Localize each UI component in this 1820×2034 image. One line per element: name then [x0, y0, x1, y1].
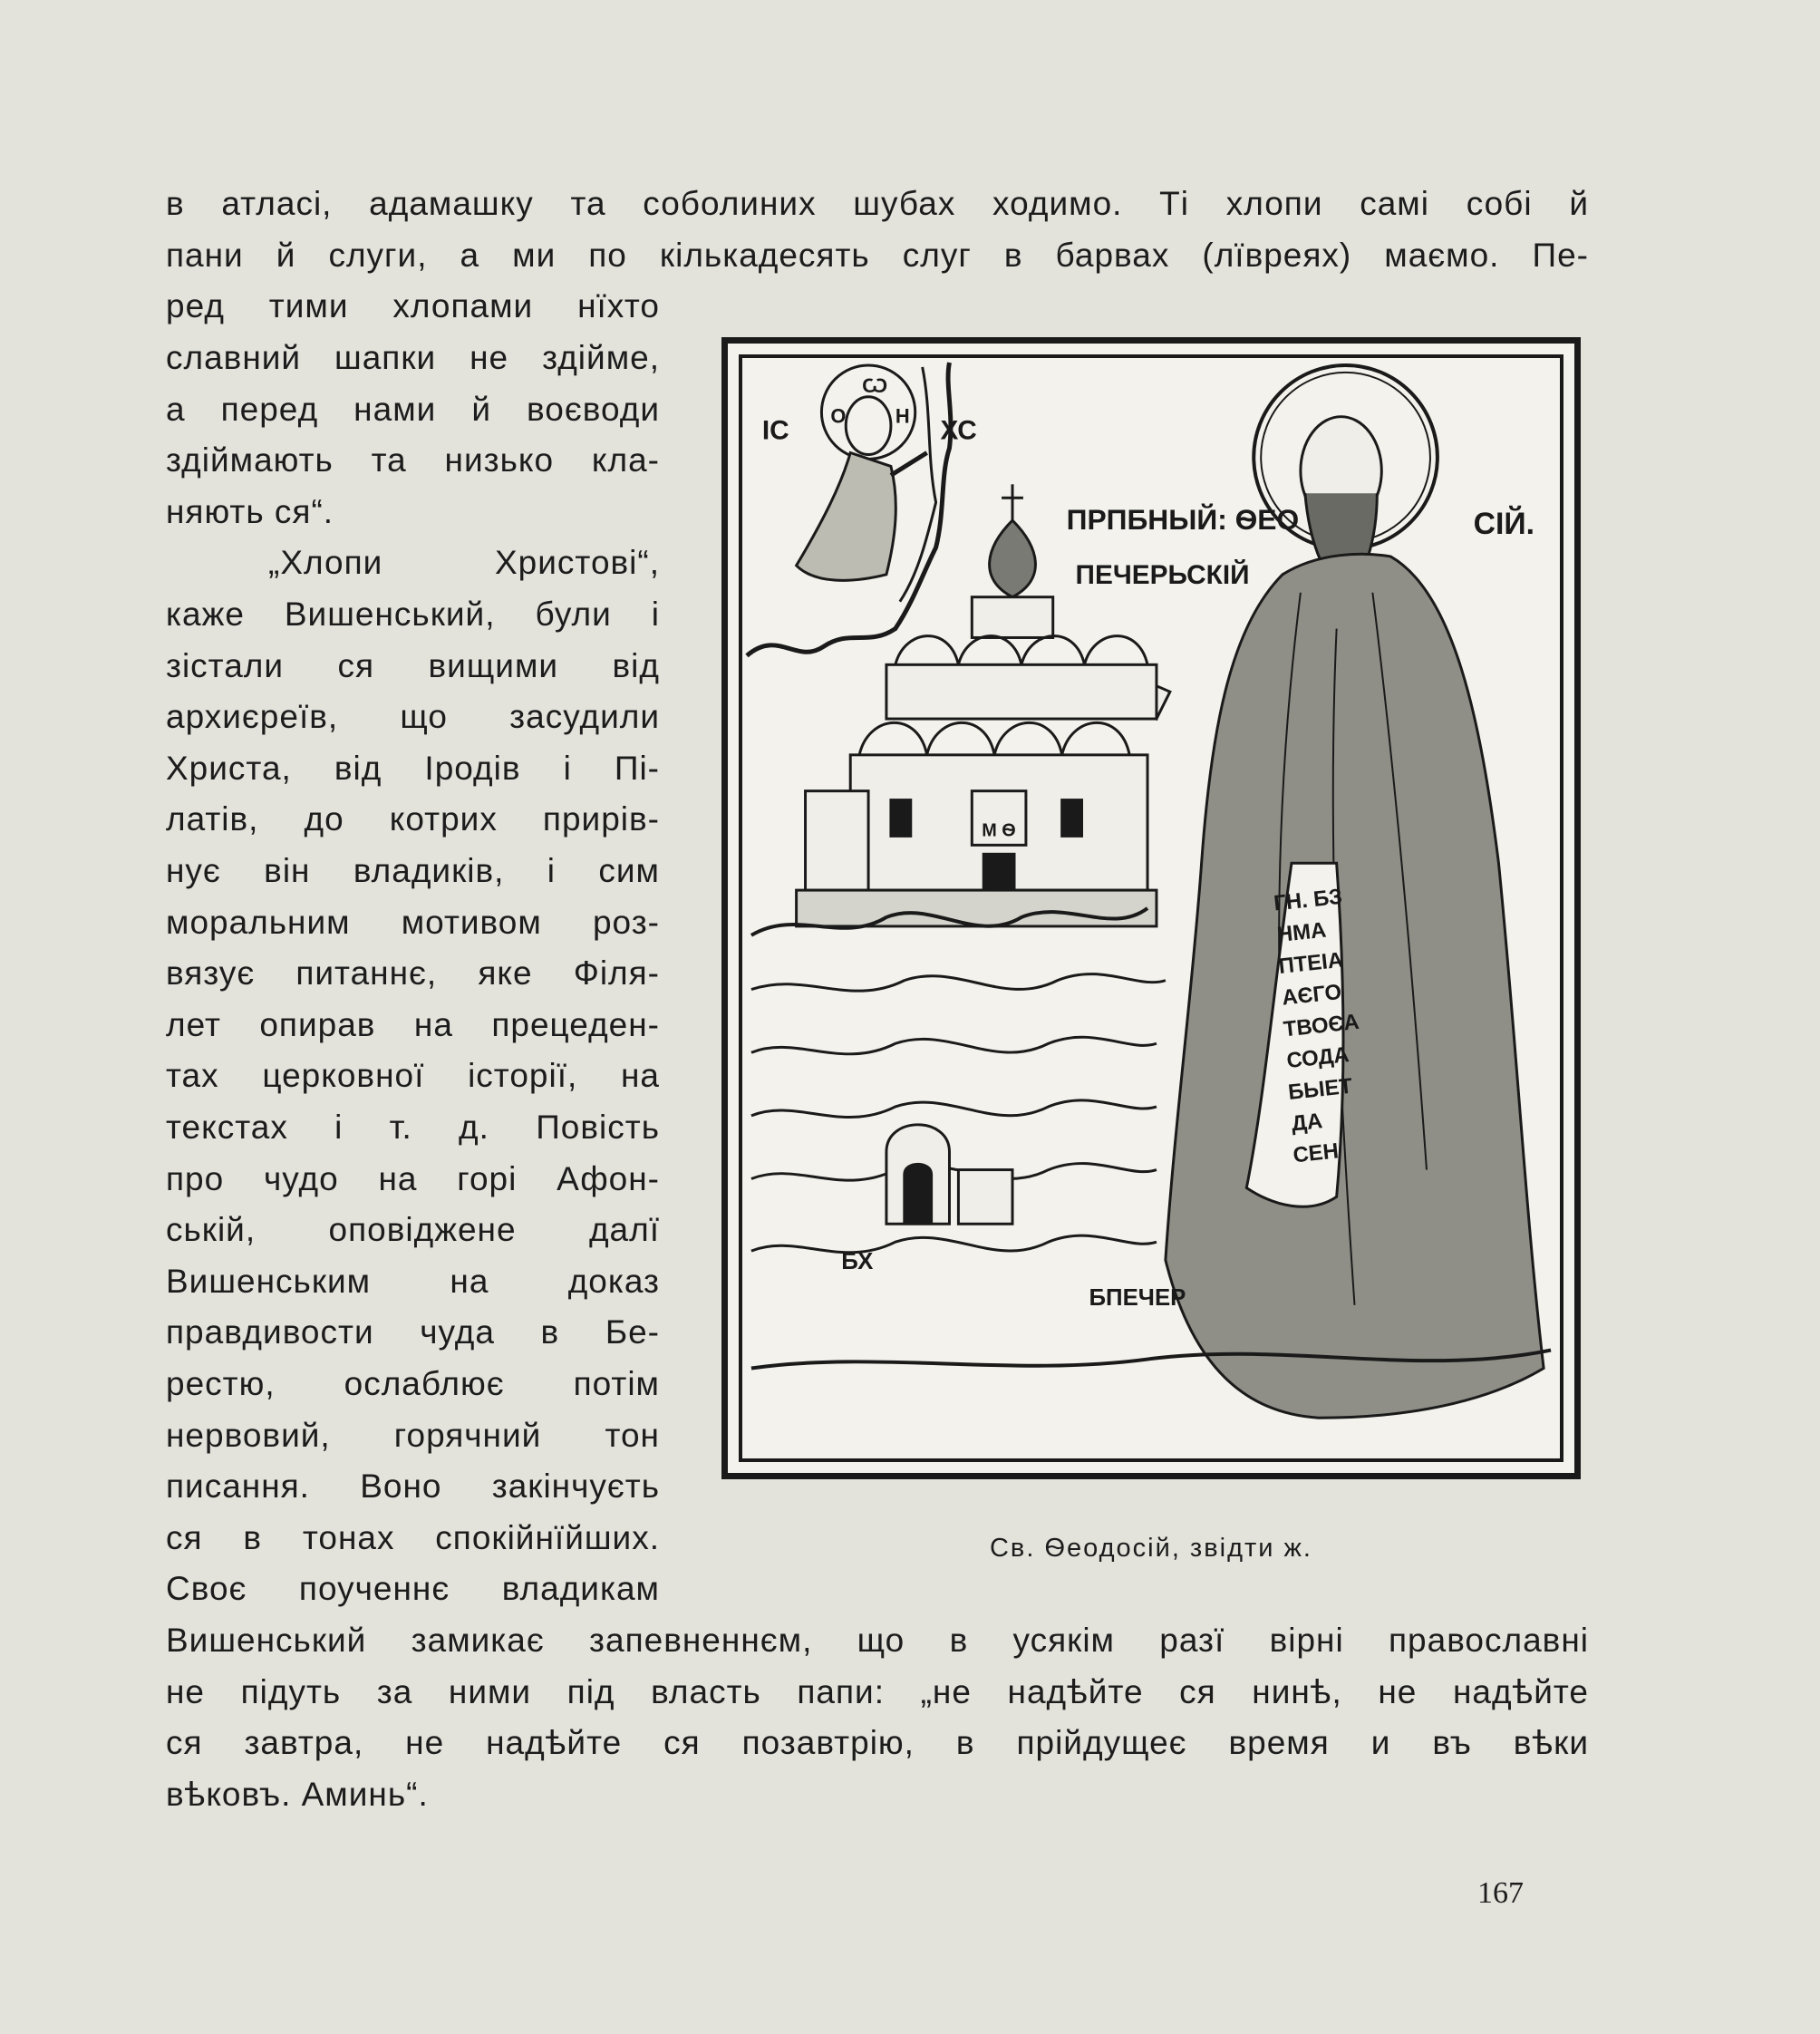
text-line: писання. Воно закінчуєть	[166, 1467, 660, 1505]
figure-halo-letter: Ѡ	[862, 373, 888, 397]
text-line: Вишенським на доказ	[166, 1263, 660, 1300]
text-line: рестю, ослаблює потім	[166, 1365, 660, 1402]
scroll-text: СЕН	[1292, 1138, 1341, 1168]
text-line: ред тими хлопами нїхто	[166, 287, 660, 324]
scroll-text: ГН. БЗ	[1273, 884, 1344, 916]
scroll-text: НМА	[1275, 917, 1328, 948]
figure-cave-label: БХ	[841, 1249, 874, 1275]
text-line: Своє поученнє владикам	[166, 1570, 660, 1607]
scroll-text: ТВОЄА	[1282, 1009, 1360, 1042]
text-line: лет опирав на прецеден-	[166, 1006, 660, 1043]
text-line: архиєреїв, що засудили	[166, 698, 660, 735]
page-number: 167	[1477, 1876, 1524, 1910]
text-line: вязує питаннє, яке Філя-	[166, 954, 660, 992]
text-line: славний шапки не здійме,	[166, 339, 660, 376]
text-line: „Хлопи Христові“,	[268, 544, 660, 581]
figure-saint-title-1: ПРПБНЫЙ: ѲЕО	[1066, 503, 1300, 537]
text-line: здіймають та низько кла-	[166, 441, 660, 479]
text-line: каже Вишенський, були і	[166, 596, 660, 633]
figure-halo-letter: О	[830, 404, 847, 428]
figure-inscription-ic: ІС	[761, 415, 789, 446]
text-line: текстах і т. д. Повість	[166, 1109, 660, 1146]
text-line: Христа, від Іродів і Пі-	[166, 750, 660, 787]
text-line: ській, оповіджене далї	[166, 1211, 660, 1248]
text-line: ся в тонах спокійнїйших.	[166, 1519, 660, 1556]
scroll-text: АЄГО	[1281, 979, 1343, 1011]
text-line: про чудо на горі Афон-	[166, 1160, 660, 1197]
text-line: Вишенський замикає запевненнєм, що в усякім разї вірні православні	[166, 1622, 1589, 1659]
figure-caption: Св. Ѳеодосій, звідти ж.	[989, 1534, 1312, 1563]
text-line: няють ся“.	[166, 493, 334, 530]
text-line: ся завтра, не надѣйте ся позавтрію, в прійдущеє время и въ вѣки	[166, 1724, 1589, 1761]
text-line: в атласі, адамашку та соболиних шубах ходимо. Ті хлопи самі собі й	[166, 185, 1589, 222]
text-line: не підуть за ними під власть папи: „не надѣйте ся нинѣ, не надѣйте	[166, 1673, 1589, 1710]
illustration-inner-border	[739, 354, 1563, 1462]
text-line: моральним мотивом роз-	[166, 904, 660, 941]
text-line: нервовий, горячний тон	[166, 1417, 660, 1454]
woodcut-drawing	[742, 358, 1560, 1458]
figure-inscription-xc: ХС	[940, 415, 977, 446]
text-line: зістали ся вищими від	[166, 647, 660, 684]
figure-saint-title-2: ПЕЧЕРЬСКІЙ	[1075, 559, 1250, 590]
scroll-text: ДА	[1290, 1109, 1324, 1137]
text-line: латів, до котрих прирів-	[166, 800, 660, 838]
text-line: нує він владиків, і сим	[166, 852, 660, 889]
text-line: правдивости чуда в Бе-	[166, 1313, 660, 1351]
text-line: пани й слуги, а ми по кількадесять слуг в барвах (лївреях) маємо. Пе-	[166, 237, 1589, 274]
figure-halo-letter: Н	[895, 404, 910, 428]
text-line: тах церковної історії, на	[166, 1057, 660, 1094]
scroll-text: ПТЕІА	[1277, 947, 1345, 980]
scroll-text: БЫЕТ	[1286, 1073, 1354, 1105]
text-line: вѣковъ. Аминь“.	[166, 1776, 429, 1813]
figure-cave-label: БПЕЧЕР	[1089, 1284, 1186, 1311]
text-line: а перед нами й воєводи	[166, 391, 660, 428]
figure-saint-name-end: СІЙ.	[1473, 507, 1535, 542]
scroll-text: СОДА	[1285, 1042, 1350, 1074]
figure-church-label: М Ѳ	[982, 820, 1016, 841]
woodcut-illustration	[721, 337, 1581, 1479]
